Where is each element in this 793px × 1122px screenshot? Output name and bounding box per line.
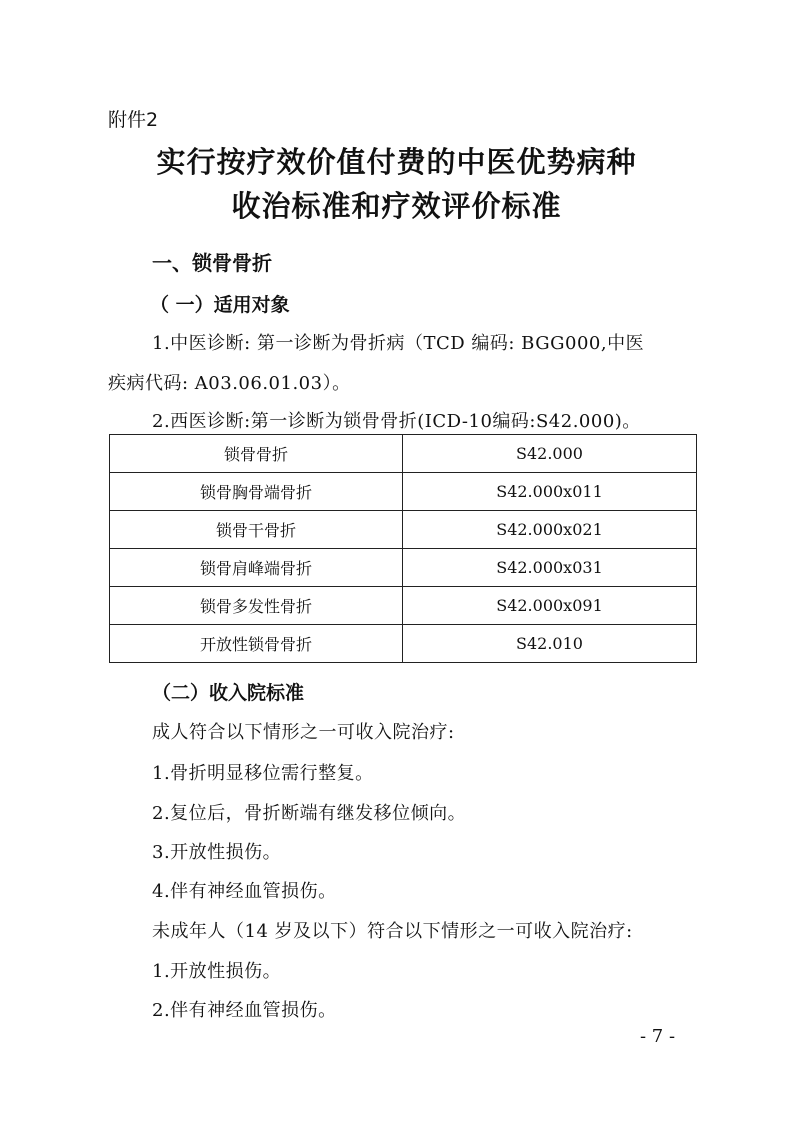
table-cell-code: S42.000	[403, 435, 697, 473]
attachment-label: 附件2	[108, 109, 159, 131]
list-item: 4.伴有神经血管损伤。	[152, 881, 337, 902]
table-row	[110, 625, 697, 663]
section-heading: 一、锁骨骨折	[152, 251, 272, 275]
table-cell-code: S42.000x091	[403, 587, 697, 625]
document-title-line2: 收治标准和疗效评价标准	[231, 189, 562, 223]
list-item: 3.开放性损伤。	[152, 842, 282, 863]
list-item: 1.开放性损伤。	[152, 961, 282, 982]
table-cell-name: 开放性锁骨骨折	[110, 625, 403, 663]
table-cell-name: 锁骨肩峰端骨折	[110, 549, 403, 587]
list-item: 1.骨折明显移位需行整复。	[152, 763, 374, 784]
minor-admission-intro: 未成年人（14 岁及以下）符合以下情形之一可收入院治疗:	[152, 921, 633, 942]
table-row	[110, 511, 697, 549]
table-cell-code: S42.000x021	[403, 511, 697, 549]
page-number: - 7 -	[640, 1026, 676, 1047]
table-row	[110, 473, 697, 511]
tcm-diagnosis-line1: 1.中医诊断: 第一诊断为骨折病（TCD 编码: BGG000,中医	[152, 333, 645, 354]
table-cell-name: 锁骨胸骨端骨折	[110, 473, 403, 511]
table-cell-name: 锁骨骨折	[110, 435, 403, 473]
table-row	[110, 549, 697, 587]
subsection-heading-admission: （二）收入院标准	[152, 682, 305, 704]
diagnosis-code-table	[109, 434, 697, 663]
table-cell-code: S42.000x011	[403, 473, 697, 511]
tcm-diagnosis-line2: 疾病代码: A03.06.01.03）。	[108, 373, 351, 394]
table-cell-name: 锁骨干骨折	[110, 511, 403, 549]
table-cell-name: 锁骨多发性骨折	[110, 587, 403, 625]
list-item: 2.伴有神经血管损伤。	[152, 1000, 337, 1021]
western-diagnosis: 2.西医诊断:第一诊断为锁骨骨折(ICD-10编码:S42.000)。	[152, 411, 641, 432]
document-title-line1: 实行按疗效价值付费的中医优势病种	[156, 145, 637, 179]
adult-admission-intro: 成人符合以下情形之一可收入院治疗:	[152, 722, 455, 743]
subsection-heading-scope: （ 一）适用对象	[150, 294, 290, 316]
table-cell-code: S42.000x031	[403, 549, 697, 587]
table-row	[110, 587, 697, 625]
table-cell-code: S42.010	[403, 625, 697, 663]
list-item: 2.复位后，骨折断端有继发移位倾向。	[152, 803, 467, 824]
table-row	[110, 435, 697, 473]
